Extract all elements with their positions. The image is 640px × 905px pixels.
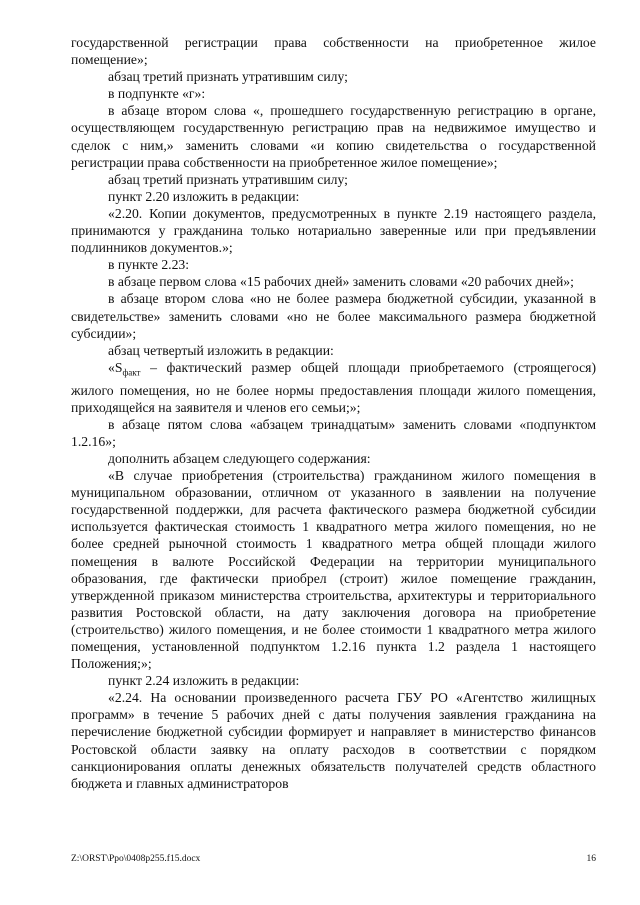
- footer-file-path: Z:\ORST\Ppo\0408p255.f15.docx: [71, 854, 201, 864]
- paragraph: пункт 2.20 изложить в редакции:: [108, 188, 300, 204]
- paragraph: государственной регистрации права собственности на приобретенное жилое помещение»;: [71, 35, 596, 68]
- paragraph: «2.24. На основании произведенного расчета ГБУ РО «Агентство жилищных программ» в течение 5 рабочих дней с даты получения заявления гражданина на перечисление бюджетной субсидии формирует и направляет в министерство финансов Ростовской области заявку на оплату расходов в соответствии с порядком санкционирования оплаты денежных обязательств получателей средств областного бюджета и главных администраторов: [71, 690, 596, 791]
- document-body: [71, 34, 596, 792]
- paragraph: в абзаце втором слова «но не более размера бюджетной субсидии, указанной в свидетельстве» заменить словами «но не более максимального размера бюджетной субсидии»;: [71, 291, 596, 341]
- paragraph: абзац третий признать утратившим силу;: [108, 171, 348, 187]
- paragraph: «В случае приобретения (строительства) гражданином жилого помещения в муниципальном образовании, отличном от указанного в заявлении на получение государственной поддержки, для расчета фактического размера бюджетной субсидии используется фактическая стоимость 1 квадратного метра жилого помещения, но не более средней рыночной стоимость 1 квадратного метра общей площади жилого помещения в валюте Российской Федерации на территории муниципального образования, где фактически приобрел (строит) жилое помещение гражданин, утвержденной приказом министерства строительства, архитектуры и территориального развития Ростовской области, на дату заключения договора на приобретение (строительство) жилого помещения, и не более стоимости 1 квадратного метра жилого помещения, установленной подпунктом 1.2.16 пункта 1.2 раздела 1 настоящего Положения;»;: [71, 468, 596, 672]
- paragraph: абзац третий признать утратившим силу;: [108, 69, 348, 85]
- paragraph: в абзаце первом слова «15 рабочих дней» заменить словами «20 рабочих дней»;: [108, 274, 574, 290]
- paragraph: «$S_{факт}$ – фактический размер общей площади приобретаемого (строящегося) жилого помещения, но не более нормы предоставления площади жилого помещения, приходящейся на заявителя и членов его семьи;»;: [71, 359, 596, 415]
- paragraph: пункт 2.24 изложить в редакции:: [108, 673, 300, 689]
- paragraph: в подпункте «г»:: [108, 86, 206, 102]
- page-number: 16: [586, 854, 596, 864]
- subscript-fakt: факт: [122, 367, 141, 378]
- paragraph: в пункте 2.23:: [108, 257, 190, 273]
- paragraph: в абзаце пятом слова «абзацем тринадцатым» заменить словами «подпунктом 1.2.16»;: [71, 416, 596, 449]
- paragraph: абзац четвертый изложить в редакции:: [108, 342, 334, 358]
- paragraph: дополнить абзацем следующего содержания:: [108, 450, 371, 466]
- paragraph: «2.20. Копии документов, предусмотренных в пункте 2.19 настоящего раздела, принимаются у гражданина только нотариально заверенные или при предъявлении подлинников документов.»;: [71, 205, 596, 256]
- paragraph: в абзаце втором слова «, прошедшего государственную регистрацию в органе, осуществляющем государственную регистрацию прав на недвижимое имущество и сделок с ним,» заменить словами «и копию свидетельства о государственной регистрации права собственности на приобретенное жилое помещение»;: [71, 103, 596, 170]
